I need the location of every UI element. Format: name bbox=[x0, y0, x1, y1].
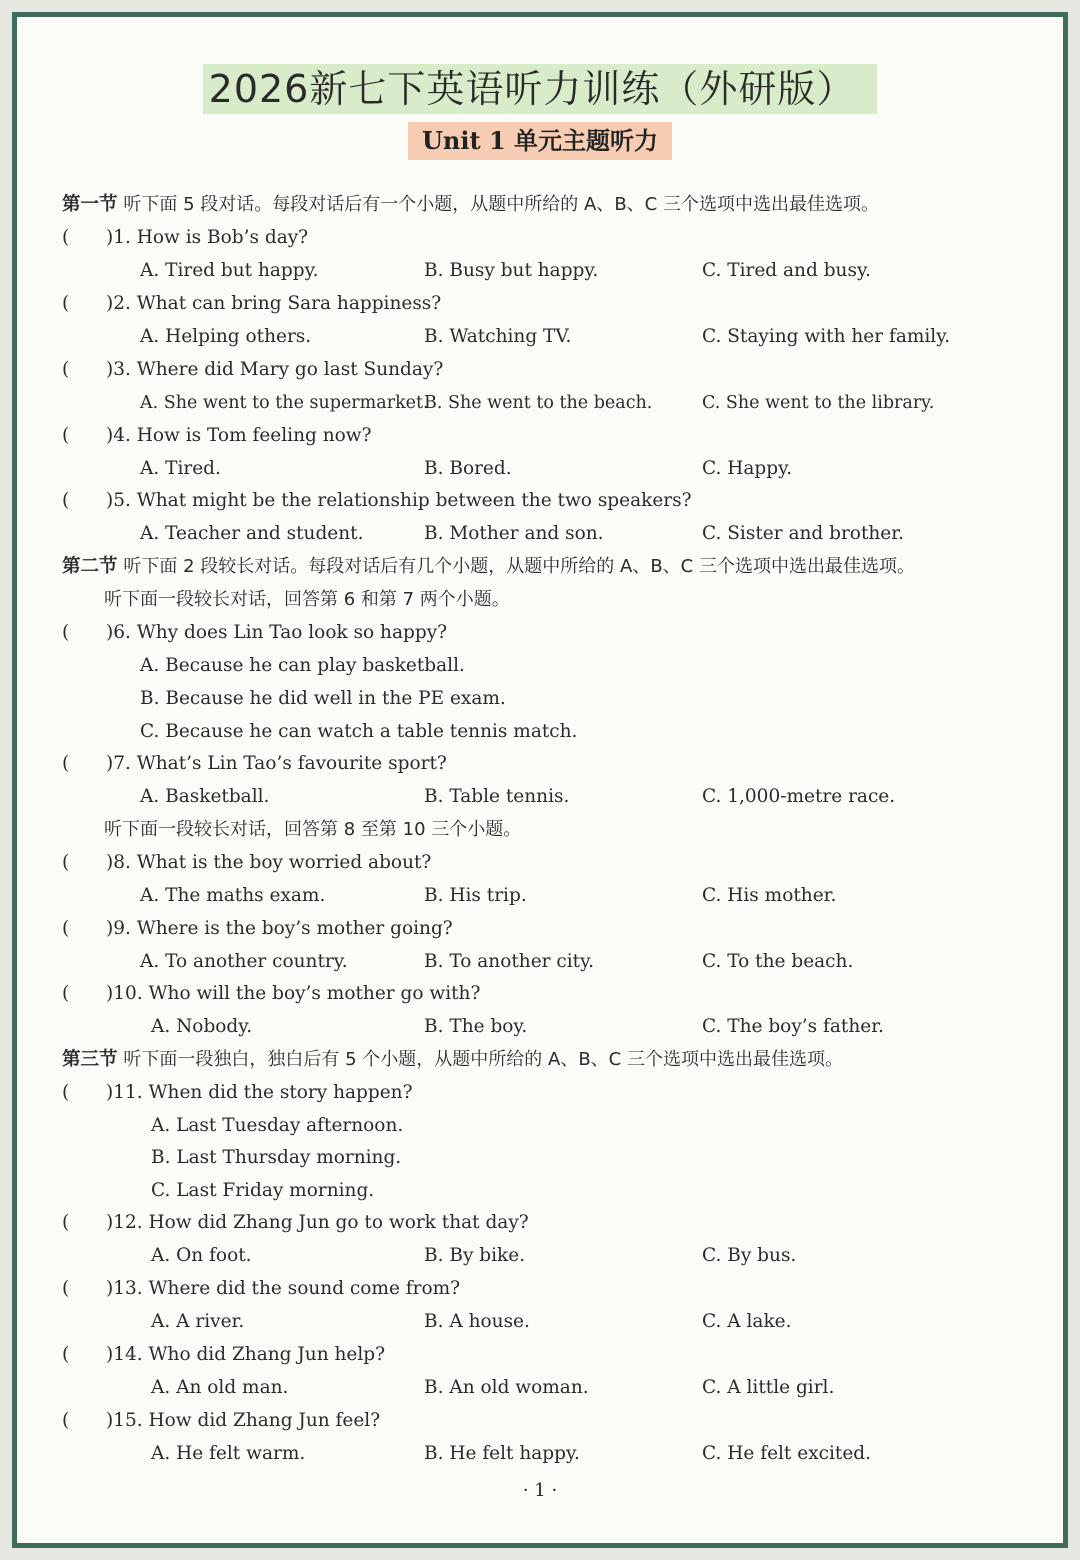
answer-paren: ( bbox=[62, 227, 70, 248]
section-3-head: 第三节 bbox=[62, 1049, 118, 1070]
option-c: C. 1,000-metre race. bbox=[702, 786, 896, 807]
question-text: )4. How is Tom feeling now? bbox=[106, 425, 372, 446]
option-c: C. A little girl. bbox=[702, 1377, 835, 1398]
option-b: B. His trip. bbox=[424, 885, 527, 906]
option-b: B. Bored. bbox=[424, 458, 512, 479]
option-a: A. She went to the supermarket. bbox=[140, 393, 429, 413]
answer-paren: ( bbox=[62, 1212, 70, 1233]
option-c: C. Last Friday morning. bbox=[151, 1180, 375, 1201]
option-b: B. He felt happy. bbox=[424, 1443, 580, 1464]
option-b: B. To another city. bbox=[424, 951, 594, 972]
answer-paren: ( bbox=[62, 983, 70, 1004]
option-c: C. Because he can watch a table tennis match. bbox=[140, 721, 578, 742]
answer-paren: ( bbox=[62, 1410, 70, 1431]
page-number: · 1 · bbox=[522, 1480, 558, 1501]
option-b: B. Busy but happy. bbox=[424, 260, 599, 281]
answer-paren: ( bbox=[62, 1082, 70, 1103]
option-a: A. Tired but happy. bbox=[140, 260, 319, 281]
option-c: C. To the beach. bbox=[702, 951, 854, 972]
option-c: C. She went to the library. bbox=[702, 393, 935, 413]
question-text: )1. How is Bob’s day? bbox=[106, 227, 309, 248]
question-text: )6. Why does Lin Tao look so happy? bbox=[106, 622, 448, 643]
answer-paren: ( bbox=[62, 622, 70, 643]
section-3-instruction bbox=[62, 1048, 843, 1072]
option-a: A. Helping others. bbox=[140, 326, 312, 347]
section-2-instruction bbox=[62, 555, 915, 579]
answer-paren: ( bbox=[62, 425, 70, 446]
option-a: A. Tired. bbox=[140, 458, 221, 479]
option-c: C. Sister and brother. bbox=[702, 523, 904, 544]
option-c: C. By bus. bbox=[702, 1245, 797, 1266]
option-c: C. His mother. bbox=[702, 885, 837, 906]
option-b: B. By bike. bbox=[424, 1245, 526, 1266]
option-b: B. Table tennis. bbox=[424, 786, 570, 807]
option-c: C. A lake. bbox=[702, 1311, 792, 1332]
question-text: )13. Where did the sound come from? bbox=[106, 1278, 461, 1299]
option-c: C. He felt excited. bbox=[702, 1443, 872, 1464]
question-text: )14. Who did Zhang Jun help? bbox=[106, 1344, 386, 1365]
section-2-sub-1: 听下面一段较长对话，回答第 6 和第 7 两个小题。 bbox=[104, 589, 510, 610]
question-text: )8. What is the boy worried about? bbox=[106, 852, 432, 873]
section-2-head: 第二节 bbox=[62, 556, 118, 577]
question-text: )11. When did the story happen? bbox=[106, 1082, 413, 1103]
unit-title: Unit 1 单元主题听力 bbox=[408, 122, 672, 160]
option-b: B. A house. bbox=[424, 1311, 530, 1332]
page-title: 2026新七下英语听力训练（外研版） bbox=[203, 64, 878, 114]
answer-paren: ( bbox=[62, 1278, 70, 1299]
question-text: )2. What can bring Sara happiness? bbox=[106, 293, 442, 314]
option-a: A. Teacher and student. bbox=[140, 523, 364, 544]
subtitle-row bbox=[0, 122, 1080, 160]
question-text: )5. What might be the relationship between the two speakers? bbox=[106, 490, 692, 511]
section-1-text: 听下面 5 段对话。每段对话后有一个小题，从题中所给的 A、B、C 三个选项中选出最佳选项。 bbox=[123, 194, 879, 215]
option-b: B. Because he did well in the PE exam. bbox=[140, 688, 506, 709]
question-text: )9. Where is the boy’s mother going? bbox=[106, 918, 453, 939]
option-a: A. Last Tuesday afternoon. bbox=[151, 1115, 404, 1136]
option-a: A. Basketball. bbox=[140, 786, 270, 807]
answer-paren: ( bbox=[62, 753, 70, 774]
option-b: B. The boy. bbox=[424, 1016, 528, 1037]
section-1-head: 第一节 bbox=[62, 194, 118, 215]
option-a: A. The maths exam. bbox=[140, 885, 326, 906]
option-a: A. An old man. bbox=[151, 1377, 289, 1398]
option-a: A. Nobody. bbox=[151, 1016, 253, 1037]
option-c: C. Tired and busy. bbox=[702, 260, 871, 281]
option-b: B. An old woman. bbox=[424, 1377, 589, 1398]
question-text: )10. Who will the boy’s mother go with? bbox=[106, 983, 481, 1004]
option-a: A. He felt warm. bbox=[151, 1443, 306, 1464]
section-2-sub-2: 听下面一段较长对话，回答第 8 至第 10 三个小题。 bbox=[104, 819, 522, 840]
option-a: A. On foot. bbox=[151, 1245, 252, 1266]
answer-paren: ( bbox=[62, 293, 70, 314]
answer-paren: ( bbox=[62, 852, 70, 873]
answer-paren: ( bbox=[62, 490, 70, 511]
question-text: )15. How did Zhang Jun feel? bbox=[106, 1410, 381, 1431]
option-c: C. Staying with her family. bbox=[702, 326, 951, 347]
option-b: B. Last Thursday morning. bbox=[151, 1147, 402, 1168]
title-row bbox=[0, 64, 1080, 114]
option-b: B. She went to the beach. bbox=[424, 393, 653, 413]
option-c: C. Happy. bbox=[702, 458, 792, 479]
option-b: B. Mother and son. bbox=[424, 523, 604, 544]
answer-paren: ( bbox=[62, 918, 70, 939]
answer-paren: ( bbox=[62, 1344, 70, 1365]
option-a: A. Because he can play basketball. bbox=[140, 655, 465, 676]
section-2-text: 听下面 2 段较长对话。每段对话后有几个小题，从题中所给的 A、B、C 三个选项中选出最佳选项。 bbox=[123, 556, 915, 577]
question-text: )3. Where did Mary go last Sunday? bbox=[106, 359, 444, 380]
question-text: )12. How did Zhang Jun go to work that day? bbox=[106, 1212, 529, 1233]
answer-paren: ( bbox=[62, 359, 70, 380]
section-1-instruction bbox=[62, 193, 879, 217]
option-a: A. A river. bbox=[151, 1311, 245, 1332]
option-c: C. The boy’s father. bbox=[702, 1016, 884, 1037]
question-text: )7. What’s Lin Tao’s favourite sport? bbox=[106, 753, 447, 774]
section-3-text: 听下面一段独白，独白后有 5 个小题，从题中所给的 A、B、C 三个选项中选出最佳选项。 bbox=[123, 1049, 843, 1070]
option-a: A. To another country. bbox=[140, 951, 348, 972]
option-b: B. Watching TV. bbox=[424, 326, 572, 347]
